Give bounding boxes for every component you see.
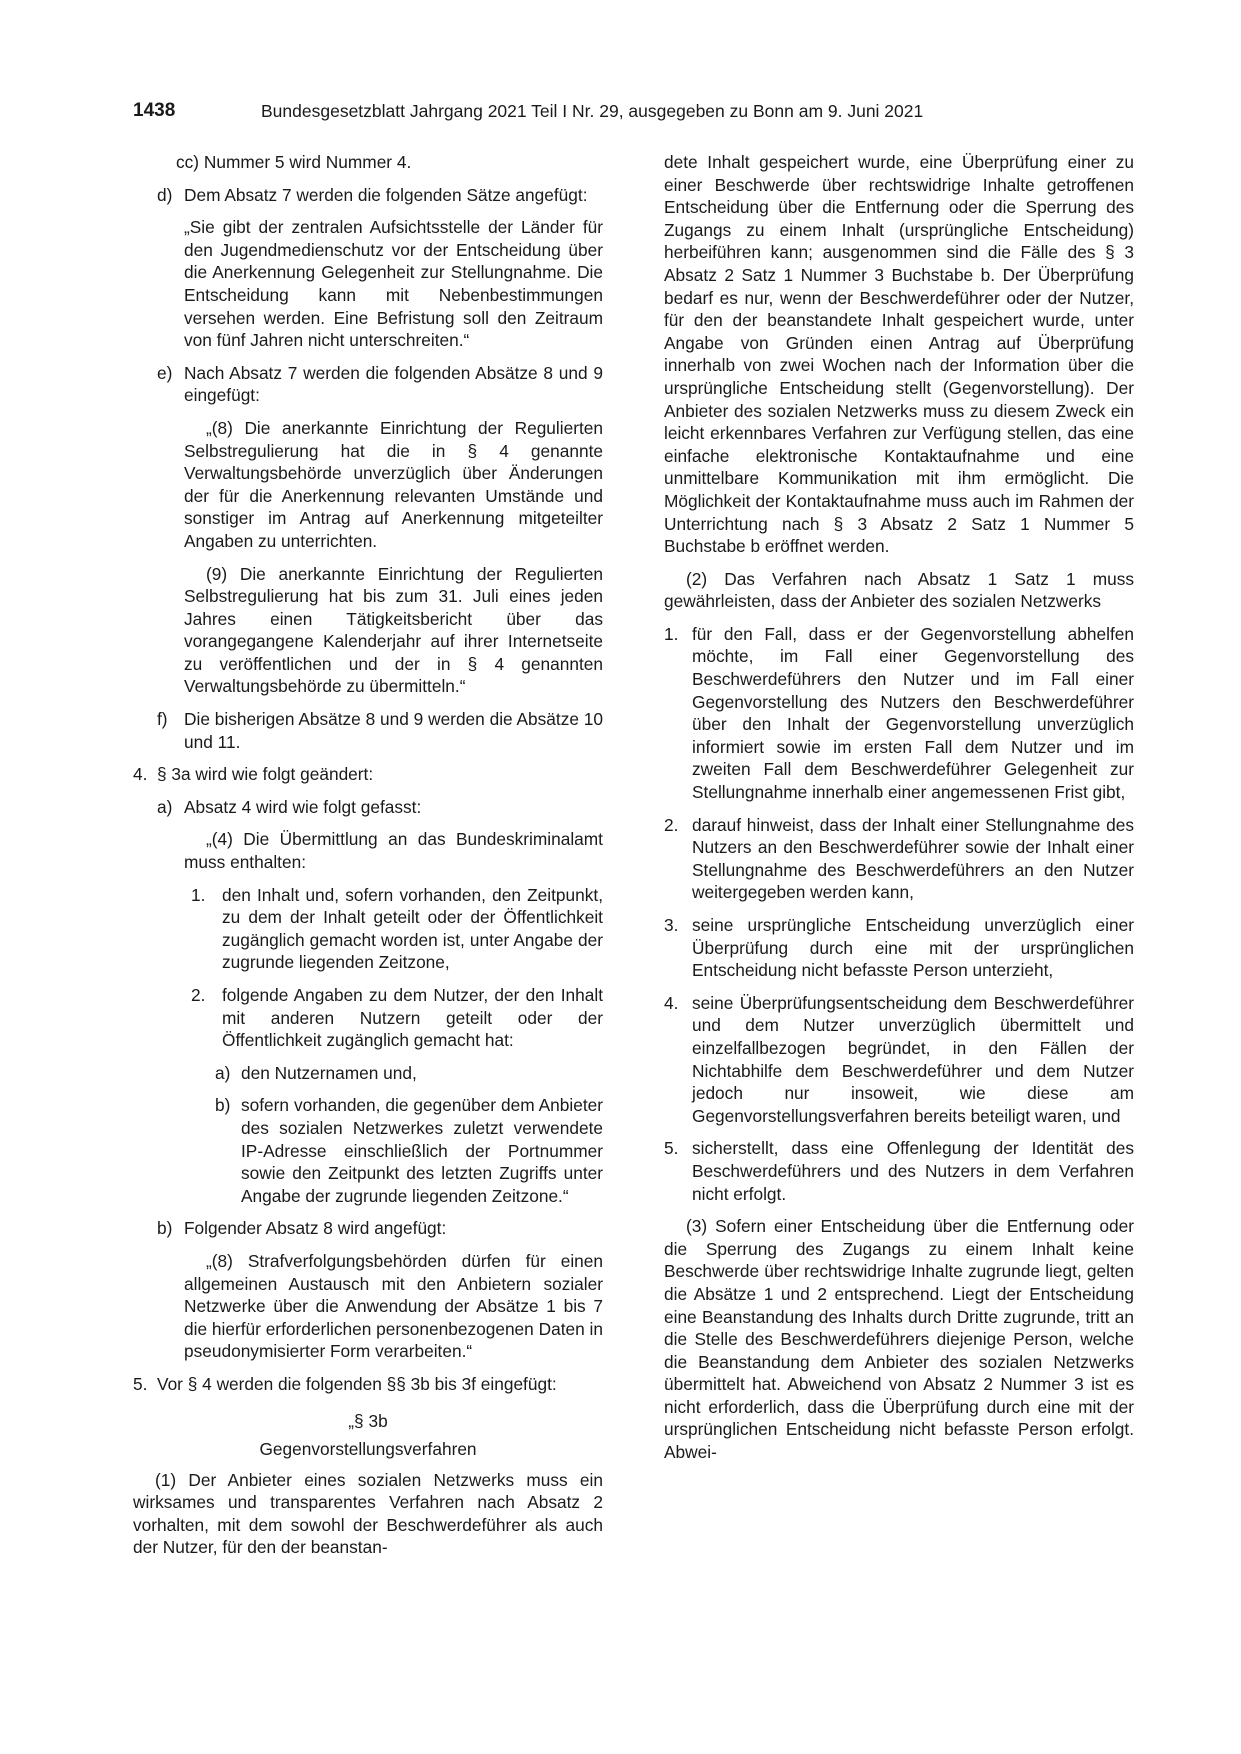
list-item-5: 5. Vor § 4 werden die folgenden §§ 3b bis 3f eingefügt: bbox=[133, 1373, 557, 1394]
running-title: Bundesgesetzblatt Jahrgang 2021 Teil I Nr. 29, ausgegeben zu Bonn am 9. Juni 2021 bbox=[261, 101, 924, 121]
right-column bbox=[664, 151, 1134, 1474]
list-item-4: 4. § 3a wird wie folgt geändert: bbox=[133, 764, 374, 785]
list-item: 3. seine ursprüngliche Entscheidung unverzüglich einer Überprüfung durch eine mit der ursprünglichen Entscheidung nicht befasste Person unterzieht, bbox=[664, 915, 1134, 981]
list-item-a-2-b: b) sofern vorhanden, die gegenüber dem Anbieter des sozialen Netzwerkes zuletzt verwendete IP-Adresse einschließlich der Portnummer sowie den Zeitpunkt des letzten Zugriffs unter Angabe der zugrunde liegenden Zeitzone.“ bbox=[215, 1095, 603, 1206]
paragraph-1-continued: dete Inhalt gespeichert wurde, eine Überprüfung einer zu einer Beschwerde über rechtswidrige Inhalte getroffenen Entscheidung über die Entfernung oder die Sperrung des Zugangs zu einem Inhalt (ursprüngliche Entscheidung) herbeiführen kann; ausgenommen sind die Fälle des § 3 Absatz 2 Satz 1 Nummer 3 Buchstabe b. Der Überprüfung bedarf es nur, wenn der Beschwerdeführer oder der Nutzer, für den der beanstandete Inhalt gespeichert wurde, unter Angabe von Gründen einen Antrag auf Überprüfung innerhalb von zwei Wochen nach der Information über die ursprüngliche Entscheidung stellt (Gegenvorstellung). Der Anbieter des sozialen Netzwerks muss zu diesem Zweck ein leicht erkennbares Verfahren zur Verfügung stellen, das eine einfache elektronische Kontaktaufnahme und eine unmittelbare Kommunikation mit ihm ermöglicht. Die Möglichkeit der Kontaktaufnahme muss auch im Rahmen der Unterrichtung nach § 3 Absatz 2 Satz 1 Nummer 5 Buchstabe b eröffnet werden. bbox=[664, 152, 1134, 557]
list-item: 2. darauf hinweist, dass der Inhalt einer Stellungnahme des Nutzers an den Beschwerdeführer sowie der Inhalt einer Stellungnahme des Beschwerdeführers an den Nutzer weitergegeben werden kann, bbox=[664, 814, 1134, 903]
page-header bbox=[133, 100, 1101, 126]
quote-paragraph-8-b: „(8) Strafverfolgungsbehörden dürfen für einen allgemeinen Austausch mit den Anbietern sozialer Netzwerke über die Anwendung der Absätze 1 bis 7 die hierfür erforderlichen personenbezogenen Daten in pseudonymisierter Form verarbeiten.“ bbox=[184, 1250, 603, 1362]
list-item-a-1: 1. den Inhalt und, sofern vorhanden, den Zeitpunkt, zu dem der Inhalt geteilt oder der Öffentlichkeit zugänglich gemacht worden ist, unter Angabe der zugrunde liegenden Zeitzone, bbox=[191, 884, 603, 973]
list-item: 1. für den Fall, dass er der Gegenvorstellung abhelfen möchte, im Fall einer Gegenvorstellung des Beschwerdeführers den Nutzer und im Fall einer Gegenvorstellung des Nutzers den Beschwerdeführer über den Inhalt der Gegenvorstellung unverzüglich informiert sowie im ersten Fall dem Nutzer und im zweiten Fall dem Beschwerdeführer Gelegenheit zur Stellungnahme innerhalb einer angemessenen Frist gibt, bbox=[664, 623, 1134, 803]
list-item: 5. sicherstellt, dass eine Offenlegung der Identität des Beschwerdeführers und des Nutzers in dem Verfahren nicht erfolgt. bbox=[664, 1138, 1134, 1204]
quote-paragraph-9: (9) Die anerkannte Einrichtung der Regulierten Selbstregulierung hat bis zum 31. Juli eines jeden Jahres einen Tätigkeitsbericht über das vorangegangene Kalenderjahr auf ihrer Internetseite zu veröffentlichen und der in § 4 genannten Verwaltungsbehörde zu übermitteln.“ bbox=[184, 563, 603, 697]
list-item-a: a) Absatz 4 wird wie folgt gefasst: bbox=[157, 796, 422, 817]
list-item-d: d) Dem Absatz 7 werden die folgenden Sätze angefügt: bbox=[157, 184, 588, 205]
list-item-e: e) Nach Absatz 7 werden die folgenden Absätze 8 und 9 eingefügt: bbox=[157, 362, 603, 406]
left-column bbox=[133, 151, 603, 1569]
list-item-f: f) Die bisherigen Absätze 8 und 9 werden die Absätze 10 und 11. bbox=[157, 709, 603, 752]
page-number: 1438 bbox=[133, 100, 176, 121]
list-item-b: b) Folgender Absatz 8 wird angefügt: bbox=[157, 1218, 447, 1239]
quote-d: „Sie gibt der zentralen Aufsichtsstelle der Länder für den Jugendmedienschutz vor der Entscheidung über die Anerkennung Gelegenheit zur Stellungnahme. Die Entscheidung kann mit Nebenbestimmungen versehen werden. Eine Befristung soll den Zeitraum von fünf Jahren nicht unterschreiten.“ bbox=[184, 217, 603, 351]
section-title: Gegenvorstellungsverfahren bbox=[259, 1439, 477, 1460]
list-item: 4. seine Überprüfungsentscheidung dem Beschwerdeführer und dem Nutzer unverzüglich übermittelt und einzelfallbezogen begründet, in den Fällen der Nichtabhilfe dem Beschwerdeführer und dem Nutzer jedoch nur insoweit, wie diese am Gegenvorstellungsverfahren bereits beteiligt waren, und bbox=[664, 992, 1134, 1126]
list-item-a-2: 2. folgende Angaben zu dem Nutzer, der den Inhalt mit anderen Nutzern geteilt oder der Öffentlichkeit zugänglich gemacht hat: bbox=[191, 985, 603, 1051]
quote-paragraph-8: „(8) Die anerkannte Einrichtung der Regulierten Selbstregulierung hat die in § 4 genannte Verwaltungsbehörde unverzüglich über Änderungen der für die Anerkennung relevanten Umstände und sonstiger im Antrag auf Anerkennung mitgeteilter Angaben zu unterrichten. bbox=[184, 417, 603, 551]
paragraph-2-intro: (2) Das Verfahren nach Absatz 1 Satz 1 muss gewährleisten, dass der Anbieter des sozialen Netzwerks bbox=[664, 568, 1134, 612]
list-item-cc: cc) Nummer 5 wird Nummer 4. bbox=[176, 152, 412, 172]
list-item-a-2-a: a) den Nutzernamen und, bbox=[215, 1062, 417, 1083]
quote-paragraph-4-intro: „(4) Die Übermittlung an das Bundeskriminalamt muss enthalten: bbox=[184, 829, 603, 873]
section-number: „§ 3b bbox=[348, 1410, 388, 1431]
paragraph-2-list bbox=[664, 623, 1134, 1205]
paragraph-3: (3) Sofern einer Entscheidung über die Entfernung oder die Sperrung des Zugangs zu einem Inhalt keine Beschwerde über rechtswidrige Inhalte zugrunde liegt, gelten die Absätze 1 und 2 entsprechend. Liegt der Entscheidung eine Beanstandung des Inhalts durch Dritte zugrunde, tritt an die Stelle des Beschwerdeführers diejenige Person, welche die Beanstandung dem Anbieter des sozialen Netzwerks übermittelt hat. Abweichend von Absatz 2 Nummer 3 ist es nicht erforderlich, dass die Überprüfung durch eine mit der ursprünglichen Entscheidung nicht befasste Person erfolgt. Abwei- bbox=[664, 1216, 1134, 1463]
paragraph-1-start: (1) Der Anbieter eines sozialen Netzwerks muss ein wirksames und transparentes Verfahren nach Absatz 2 vorhalten, mit dem sowohl der Beschwerdeführer als auch der Nutzer, für den der beanstan- bbox=[133, 1469, 603, 1558]
